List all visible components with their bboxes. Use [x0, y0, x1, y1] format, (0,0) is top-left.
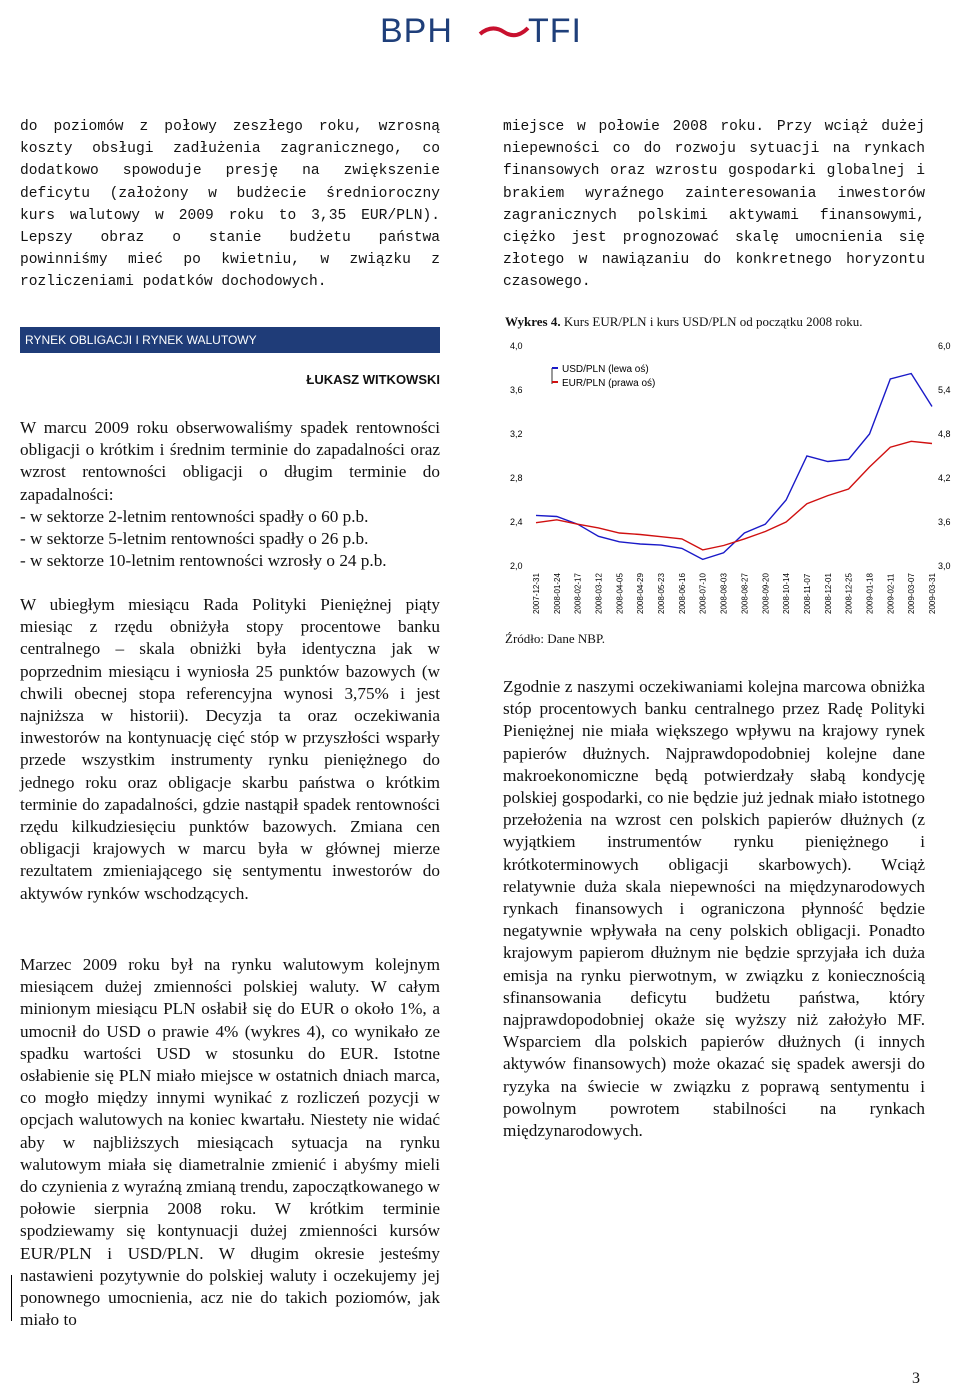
right-tick-label: 5,4: [938, 385, 951, 395]
rpp-paragraph: [20, 594, 440, 905]
chart-title-label: Wykres 4.: [505, 314, 561, 329]
x-tick-label: 2008-06-16: [677, 573, 687, 614]
x-tick-label: 2008-09-20: [761, 573, 771, 614]
right-tick-label: 3,0: [938, 561, 951, 571]
page-number: 3: [912, 1370, 920, 1387]
x-tick-label: 2009-01-18: [865, 573, 875, 614]
series-lines: [536, 374, 932, 560]
bond-market-list: [20, 417, 440, 572]
right-tick-label: 6,0: [938, 341, 951, 351]
left-tick-label: 2,4: [510, 517, 523, 527]
right-bottom-paragraph: [503, 676, 925, 1142]
paragraph-text: Zgodnie z naszymi oczekiwaniami kolejna marcowa obniżka stóp procentowych banku centralnego przez Radę Polityki Pieniężnej nie miała większego wpływu na krajowy rynek papierów dłużnych. Najprawdopodobniej kolejne dane makroekonomiczne będą potwierdzały słabą kondycję polskiej gospodarki, co nie będzie już jednak miało istotnego przełożenia na wzrost cen polskich papierów dłużnych (z wyjątkiem instrumentów rynku pieniężnego i krótkoterminowych obligacji skarbowych). Wciąż relatywnie duża skala niepewności na międzynarodowych rynkach finansowych i ograniczona płynność będzie negatywnie wpływała na ceny polskich obligacji. Ponadto krajowym papierom dłużnym nie będzie sprzyjała ich duża emisja na rynku pierwotnym, w związku z koniecznością sfinansowania deficytu budżetu państwa, który najprawdopodobniej okaże się wyższy niż założyło MF. Wsparciem dla polskich papierów dłużnych (i innych aktywów finansowych) może okazać się spadek awersji do ryzyka na świecie w związku z poprawą sentymentu i powolnym powrotem stabilności na rynkach międzynarodowych.: [503, 677, 925, 1141]
usd-pln-line: [536, 374, 932, 560]
x-tick-label: 2008-07-10: [698, 573, 708, 614]
x-tick-label: 2008-12-25: [844, 573, 854, 614]
chart-title-text: Kurs EUR/PLN i kurs USD/PLN od początku 2008 roku.: [560, 314, 863, 329]
legend-usd-label: USD/PLN (lewa oś): [562, 364, 649, 375]
margin-change-bar: [11, 1275, 12, 1321]
author-name: ŁUKASZ WITKOWSKI: [306, 372, 440, 387]
x-tick-label: 2009-03-31: [928, 573, 937, 614]
right-top-paragraph: [503, 116, 925, 294]
fx-paragraph: [20, 954, 440, 1331]
x-tick-label: 2008-01-24: [552, 573, 562, 614]
left-top-paragraph: [20, 116, 440, 294]
x-tick-label: 2009-02-11: [886, 573, 896, 614]
x-tick-label: 2009-03-07: [907, 573, 917, 614]
right-tick-label: 3,6: [938, 517, 951, 527]
x-tick-label: 2008-05-23: [657, 573, 667, 614]
left-tick-label: 3,6: [510, 385, 523, 395]
left-axis-labels: [510, 341, 523, 571]
right-tick-label: 4,8: [938, 429, 951, 439]
x-axis-labels: [532, 573, 937, 614]
left-tick-label: 3,2: [510, 429, 523, 439]
chart-legend: [552, 364, 655, 389]
legend-eur-label: EUR/PLN (prawa oś): [562, 378, 656, 389]
intro-paragraph: W marcu 2009 roku obserwowaliśmy spadek rentowności obligacji o krótkim i średnim terminie do zapadalności oraz wzrost rentowności obligacji o długim terminie do zapadalności:: [20, 418, 440, 504]
bph-tfi-logo: [380, 10, 620, 54]
chart-source: Źródło: Dane NBP.: [505, 631, 606, 646]
logo-text-bph: BPH: [380, 12, 453, 50]
left-tick-label: 4,0: [510, 341, 523, 351]
paragraph-text: Marzec 2009 roku był na rynku walutowym kolejnym miesiącem dużej zmienności polskiej waluty. W całym minionym miesiącu PLN osłabił się do EUR o około 1%, a umocnił do USD o prawie 4% (wykres 4), co wynikało ze spadku wartości USD w stosunku do EUR. Istotne osłabienie się PLN miało miejsce w ostatnich dniach marca, co mogło między innymi wynikać z rozliczeń pozycji w opcjach walutowych na koniec kwartału. Niestety nie widać aby w najbliższych miesiącach sytuacja na rynku walutowym miała się diametralnie zmienić i abyśmy mieli do czynienia z wyraźną zmianą trendu, zapoczątkowanego w połowie sierpnia 2008 roku. W krótkim terminie spodziewamy się kontynuacji dużej zmienności kursów EUR/PLN i USD/PLN. W długim okresie jesteśmy nastawieni pozytywnie do polskiej waluty i oczekujemy jej ponownego umocnienia, acz nie do takich poziomów, jak miało to: [20, 955, 440, 1330]
x-tick-label: 2007-12-31: [532, 573, 541, 614]
list-item: - w sektorze 10-letnim rentowności wzrosły o 24 p.b.: [20, 551, 387, 571]
logo-swoosh-icon: [478, 22, 530, 42]
eur-pln-line: [536, 441, 932, 550]
list-item: - w sektorze 2-letnim rentowności spadły o 60 p.b.: [20, 506, 369, 526]
x-tick-label: 2008-04-29: [636, 573, 646, 614]
left-tick-label: 2,8: [510, 473, 523, 483]
section-banner: RYNEK OBLIGACJI I RYNEK WALUTOWY: [20, 327, 440, 353]
right-axis-labels: [938, 341, 951, 571]
left-tick-label: 2,0: [510, 561, 523, 571]
x-tick-label: 2008-11-07: [802, 573, 812, 614]
x-tick-label: 2008-03-12: [594, 573, 604, 614]
x-tick-label: 2008-02-17: [573, 573, 583, 614]
x-tick-label: 2008-04-05: [615, 573, 625, 614]
chart-title: [505, 314, 863, 330]
fx-line-chart: [500, 336, 960, 624]
paragraph-text: miejsce w połowie 2008 roku. Przy wciąż dużej niepewności co do rozwoju sytuacji na rynkach finansowych oraz wzrostu gospodarki globalnej i brakiem wyraźnego zainteresowania inwestorów zagranicznych polskimi aktywami finansowymi, ciężko jest prognozować skalę umocnienia się złotego w nawiązaniu do konkretnego horyzontu czasowego.: [503, 119, 925, 291]
x-tick-label: 2008-08-27: [740, 573, 750, 614]
x-tick-label: 2008-08-03: [719, 573, 729, 614]
paragraph-text: W ubiegłym miesiącu Rada Polityki Pieniężnej piąty miesiąc z rzędu obniżyła stopy procentowe banku centralnego – skala obniżki była identyczna jak w poprzednim miesiącu i wyniosła 25 punktów bazowych (w chwili obecnej stopa referencyjna wynosi 3,75% i jest najniższa w historii). Decyzja ta oraz oczekiwania inwestorów na kontynuację cięć stóp w przyszłości wsparły przede wszystkim instrumenty rynku pieniężnego do jednego roku oraz obligacje skarbu państwa o krótkim terminie do zapadalności, gdzie nastąpił spadek rentowności rzędu kilkudziesięciu punktów bazowych. Zmiana cen obligacji krajowych w marcu była w głównej mierze rezultatem zmieniającego się sentymentu inwestorów do aktywów rynków wschodzących.: [20, 595, 440, 903]
x-tick-label: 2008-12-01: [823, 573, 833, 614]
right-tick-label: 4,2: [938, 473, 951, 483]
x-tick-label: 2008-10-14: [782, 573, 792, 614]
paragraph-text: do poziomów z połowy zeszłego roku, wzrosną koszty obsługi zadłużenia zagranicznego, co dodatkowo spowoduje presję na zwiększenie deficytu (założony w budżecie średnioroczny kurs walutowy w 2009 roku to 3,35 EUR/PLN). Lepszy obraz o stanie budżetu państwa powinniśmy mieć po kwietniu, w związku z rozliczeniami podatków dochodowych.: [20, 119, 440, 291]
logo-text-tfi: TFI: [528, 12, 582, 50]
list-item: - w sektorze 5-letnim rentowności spadły o 26 p.b.: [20, 529, 369, 549]
